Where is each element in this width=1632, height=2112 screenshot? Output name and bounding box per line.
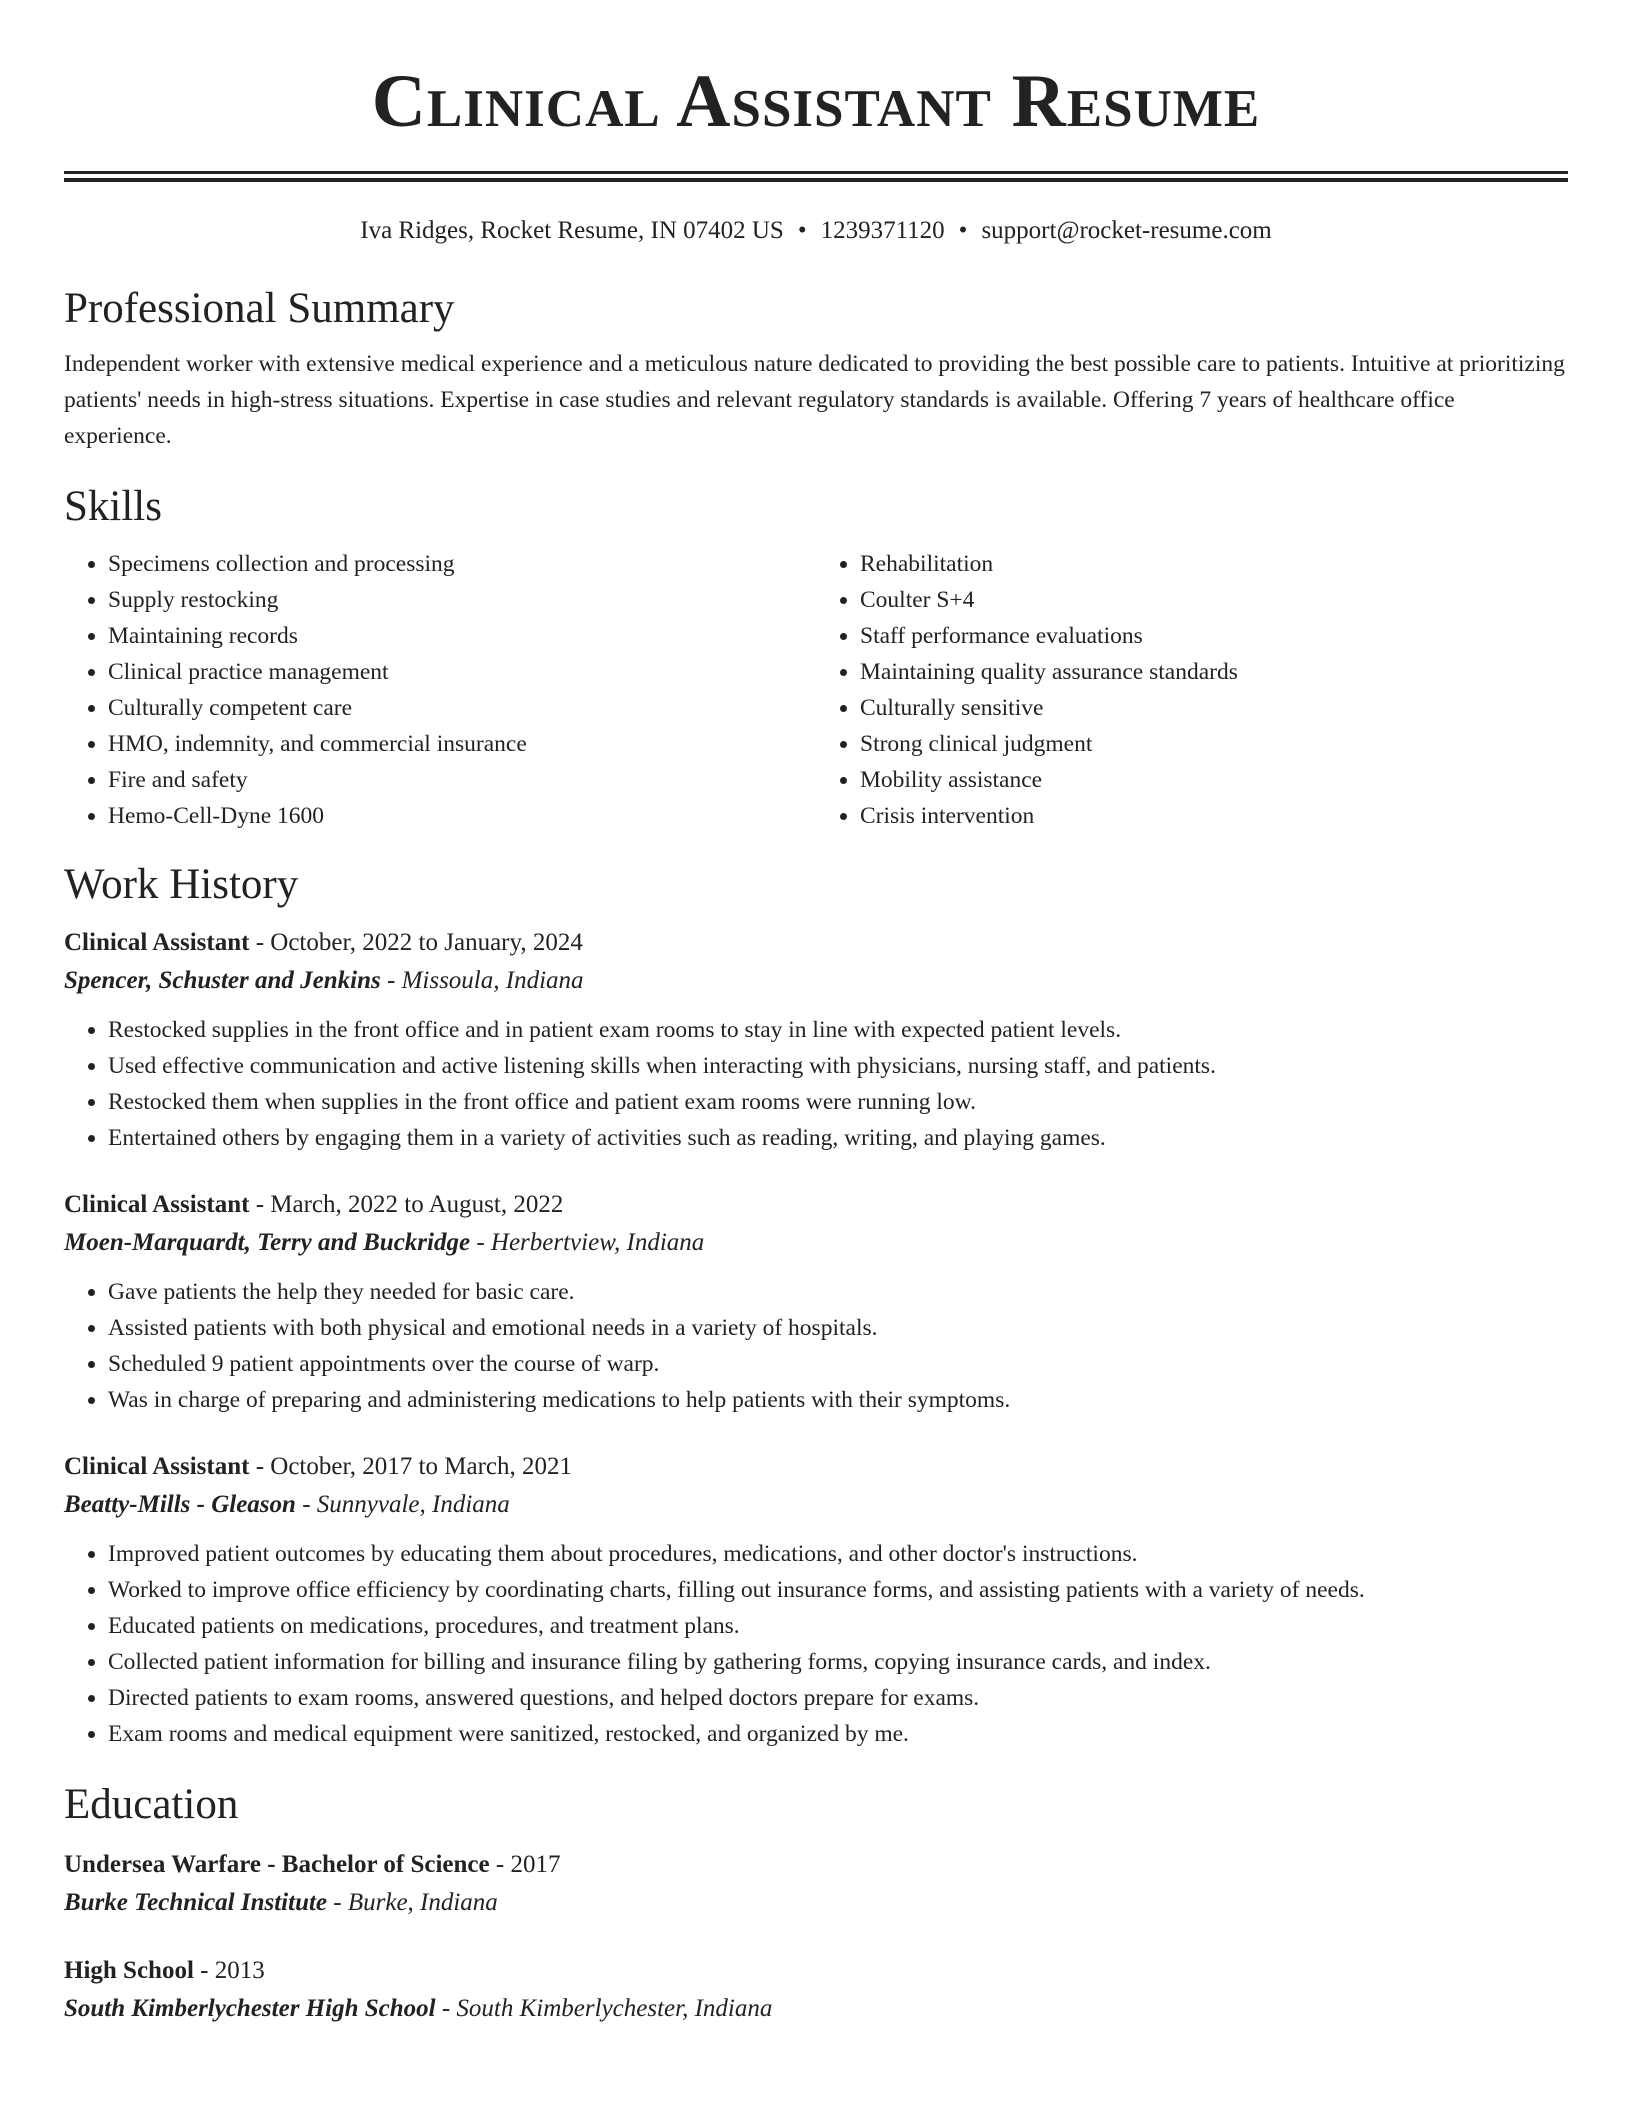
education-degree-line: High School - 2013 (64, 1957, 265, 1984)
title-divider-bottom (64, 178, 1568, 182)
education-school-line: Burke Technical Institute - Burke, Indiana (64, 1889, 498, 1916)
skill-item: • Fire and safety (108, 762, 816, 798)
job-location: Herbertview, Indiana (490, 1229, 705, 1256)
education-degree: Undersea Warfare - Bachelor of Science (64, 1851, 490, 1878)
skill-item: • Supply restocking (108, 582, 816, 618)
skill-item: • Strong clinical judgment (860, 726, 1568, 762)
job-bullet: • Directed patients to exam rooms, answered questions, and helped doctors prepare for exams. (108, 1680, 1568, 1716)
job-bullet: • Was in charge of preparing and administering medications to help patients with their symptoms. (108, 1382, 1568, 1418)
skill-item: • Rehabilitation (860, 546, 1568, 582)
job-title-line: Clinical Assistant - October, 2017 to March, 2021 (64, 1453, 572, 1480)
job-title: Clinical Assistant (64, 1191, 250, 1218)
education-entry (64, 1846, 1568, 1922)
job-bullet: • Exam rooms and medical equipment were sanitized, restocked, and organized by me. (108, 1716, 1568, 1752)
summary-heading: Professional Summary (64, 285, 455, 332)
skills-heading: Skills (64, 483, 162, 530)
skill-item: • Maintaining records (108, 618, 816, 654)
education-list (64, 1846, 1568, 2028)
skill-item: • Maintaining quality assurance standards (860, 654, 1568, 690)
education-degree-line: Undersea Warfare - Bachelor of Science - 2017 (64, 1851, 561, 1878)
job-entry (64, 1448, 1568, 1752)
job-title: Clinical Assistant (64, 929, 250, 956)
skill-item: • Clinical practice management (108, 654, 816, 690)
page-title: Clinical Assistant Resume (371, 60, 1261, 143)
education-school: South Kimberlychester High School (64, 1995, 436, 2022)
skill-item: • Mobility assistance (860, 762, 1568, 798)
education-year: 2013 (214, 1957, 265, 1984)
job-bullet: • Used effective communication and active listening skills when interacting with physicians, nursing staff, and patients. (108, 1048, 1568, 1084)
job-location: Missoula, Indiana (401, 967, 584, 994)
job-title-line: Clinical Assistant - March, 2022 to August, 2022 (64, 1191, 564, 1218)
contact-email: support@rocket-resume.com (981, 217, 1272, 244)
job-bullet: • Restocked supplies in the front office and in patient exam rooms to stay in line with expected patient levels. (108, 1012, 1568, 1048)
job-company-line: Beatty-Mills - Gleason - Sunnyvale, Indiana (64, 1491, 510, 1518)
skill-item: • Culturally competent care (108, 690, 816, 726)
skill-item: • Crisis intervention (860, 798, 1568, 834)
job-entry (64, 1186, 1568, 1418)
contact-separator: • (958, 217, 968, 244)
skill-item: • Specimens collection and processing (108, 546, 816, 582)
contact-phone: 1239371120 (820, 217, 945, 244)
job-bullet: • Entertained others by engaging them in a variety of activities such as reading, writing, and playing games. (108, 1120, 1568, 1156)
education-school: Burke Technical Institute (64, 1889, 328, 1916)
job-dates: March, 2022 to August, 2022 (270, 1191, 564, 1218)
work-history-heading: Work History (64, 861, 299, 908)
job-bullets (64, 1012, 1568, 1156)
contact-line (64, 216, 1568, 246)
job-bullet: • Restocked them when supplies in the front office and patient exam rooms were running low. (108, 1084, 1568, 1120)
job-bullet: • Scheduled 9 patient appointments over the course of warp. (108, 1346, 1568, 1382)
education-heading: Education (64, 1781, 239, 1828)
education-degree: High School (64, 1957, 194, 1984)
job-title-line: Clinical Assistant - October, 2022 to January, 2024 (64, 929, 583, 956)
job-company-line: Spencer, Schuster and Jenkins - Missoula, Indiana (64, 967, 584, 994)
job-title: Clinical Assistant (64, 1453, 250, 1480)
job-company: Beatty-Mills - Gleason (64, 1491, 296, 1518)
education-entry (64, 1952, 1568, 2028)
job-bullet: • Assisted patients with both physical and emotional needs in a variety of hospitals. (108, 1310, 1568, 1346)
skill-item: • Culturally sensitive (860, 690, 1568, 726)
education-location: Burke, Indiana (347, 1889, 498, 1916)
job-bullet: • Collected patient information for billing and insurance filing by gathering forms, copying insurance cards, and index. (108, 1644, 1568, 1680)
education-location: South Kimberlychester, Indiana (456, 1995, 773, 2022)
job-bullets (64, 1536, 1568, 1752)
job-bullets (64, 1274, 1568, 1418)
skills-column-left (64, 546, 816, 834)
job-bullet: • Worked to improve office efficiency by coordinating charts, filling out insurance forms, and assisting patients with a variety of needs. (108, 1572, 1568, 1608)
job-bullet: • Gave patients the help they needed for basic care. (108, 1274, 1568, 1310)
job-company: Spencer, Schuster and Jenkins (64, 967, 381, 994)
work-history-list (64, 924, 1568, 1752)
job-bullet: • Improved patient outcomes by educating them about procedures, medications, and other doctor's instructions. (108, 1536, 1568, 1572)
skills-list (64, 546, 1568, 834)
job-dates: October, 2022 to January, 2024 (270, 929, 583, 956)
job-company-line: Moen-Marquardt, Terry and Buckridge - Herbertview, Indiana (64, 1229, 705, 1256)
skill-item: • HMO, indemnity, and commercial insurance (108, 726, 816, 762)
summary-text: Independent worker with extensive medical experience and a meticulous nature dedicated to providing the best possible care to patients. Intuitive at prioritizing patients' needs in high-stress situations. Expertise in case studies and relevant regulatory standards is available. Offering 7 years of healthcare office experience. (64, 351, 1565, 449)
skills-column-right (816, 546, 1568, 834)
skill-item: • Coulter S+4 (860, 582, 1568, 618)
skill-item: • Staff performance evaluations (860, 618, 1568, 654)
title-divider-top (64, 171, 1568, 174)
job-location: Sunnyvale, Indiana (316, 1491, 510, 1518)
education-year: 2017 (510, 1851, 561, 1878)
education-school-line: South Kimberlychester High School - South Kimberlychester, Indiana (64, 1995, 773, 2022)
skill-item: • Hemo-Cell-Dyne 1600 (108, 798, 816, 834)
job-dates: October, 2017 to March, 2021 (270, 1453, 572, 1480)
job-bullet: • Educated patients on medications, procedures, and treatment plans. (108, 1608, 1568, 1644)
contact-separator: • (797, 217, 807, 244)
job-entry (64, 924, 1568, 1156)
contact-address: Iva Ridges, Rocket Resume, IN 07402 US (360, 217, 784, 244)
job-company: Moen-Marquardt, Terry and Buckridge (64, 1229, 471, 1256)
